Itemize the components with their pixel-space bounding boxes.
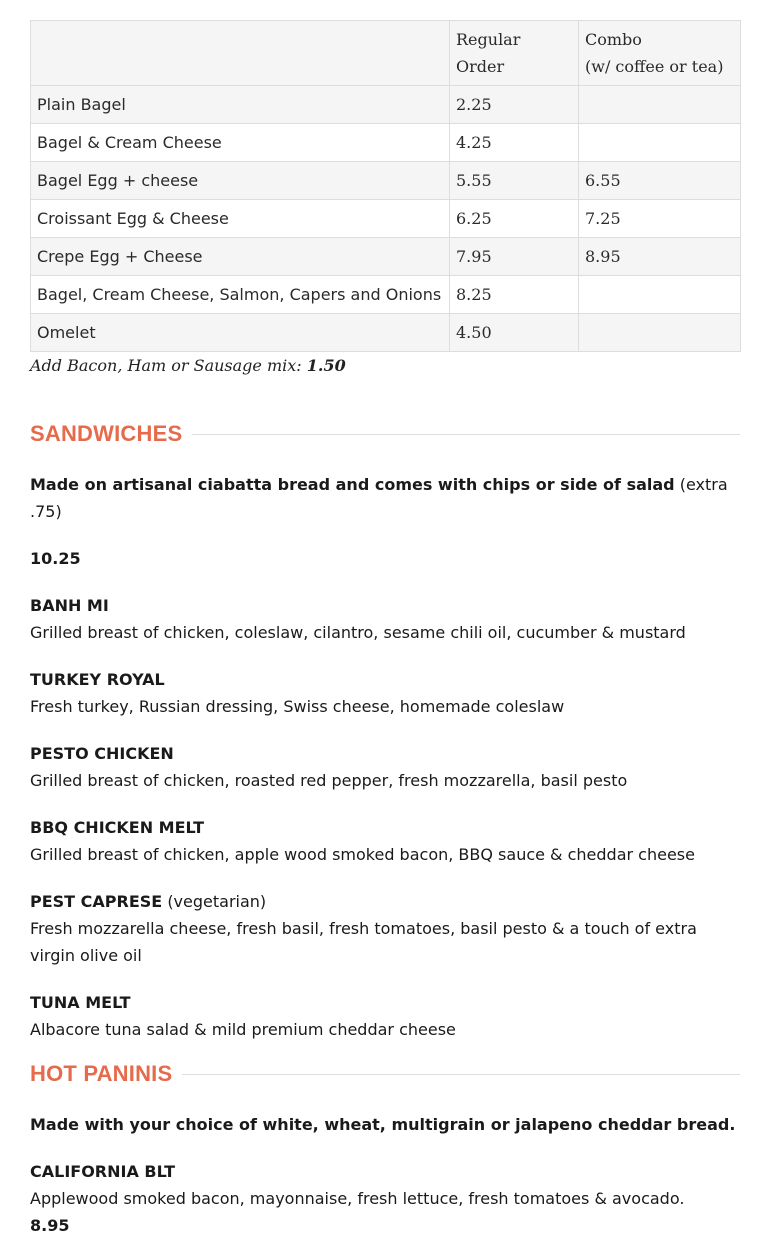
- header-regular-order: Regular Order: [450, 21, 579, 86]
- sandwiches-intro: [30, 471, 740, 525]
- item-description: Grilled breast of chicken, roasted red pepper, fresh mozzarella, basil pesto: [30, 771, 628, 790]
- addon-label: Add Bacon, Ham or Sausage mix:: [30, 356, 302, 375]
- item-name: CALIFORNIA BLT: [30, 1162, 176, 1181]
- combo-price: [579, 314, 741, 352]
- menu-item: [30, 888, 740, 969]
- item-name: PESTO CHICKEN: [30, 744, 174, 763]
- item-name: BANH MI: [30, 596, 109, 615]
- regular-price: 4.50: [450, 314, 579, 352]
- item-description: Applewood smoked bacon, mayonnaise, fresh lettuce, fresh tomatoes & avocado.: [30, 1189, 685, 1208]
- table-row: [31, 124, 741, 162]
- item-name: Plain Bagel: [31, 86, 450, 124]
- regular-price: 6.25: [450, 200, 579, 238]
- combo-price: [579, 86, 741, 124]
- item-name: Croissant Egg & Cheese: [31, 200, 450, 238]
- menu-item: [30, 814, 740, 868]
- item-name: TUNA MELT: [30, 993, 131, 1012]
- item-description: Grilled breast of chicken, apple wood smoked bacon, BBQ sauce & cheddar cheese: [30, 845, 695, 864]
- sandwiches-price: 10.25: [30, 549, 81, 568]
- combo-price: 7.25: [579, 200, 741, 238]
- intro-bold: Made with your choice of white, wheat, multigrain or jalapeno cheddar bread.: [30, 1115, 736, 1134]
- item-description: Fresh mozzarella cheese, fresh basil, fresh tomatoes, basil pesto & a touch of extra virgin olive oil: [30, 919, 697, 965]
- intro-bold: Made on artisanal ciabatta bread and comes with chips or side of salad: [30, 475, 675, 494]
- table-header-row: [31, 21, 741, 86]
- combo-price: [579, 276, 741, 314]
- addon-note: [30, 356, 740, 375]
- regular-price: 8.25: [450, 276, 579, 314]
- menu-page: [30, 20, 740, 1239]
- menu-item: [30, 592, 740, 646]
- hot-paninis-heading: [30, 1057, 740, 1091]
- section-divider: [192, 434, 740, 435]
- header-item: [31, 21, 450, 86]
- item-description: Fresh turkey, Russian dressing, Swiss cheese, homemade coleslaw: [30, 697, 565, 716]
- table-row: [31, 314, 741, 352]
- item-name: Bagel, Cream Cheese, Salmon, Capers and Onions: [31, 276, 450, 314]
- combo-price: 8.95: [579, 238, 741, 276]
- item-name: TURKEY ROYAL: [30, 670, 165, 689]
- menu-item: [30, 989, 740, 1043]
- table-row: [31, 238, 741, 276]
- menu-item: [30, 1158, 740, 1239]
- regular-price: 7.95: [450, 238, 579, 276]
- menu-item: [30, 740, 740, 794]
- item-name: Bagel Egg + cheese: [31, 162, 450, 200]
- table-row: [31, 200, 741, 238]
- paninis-intro: [30, 1111, 740, 1138]
- item-description: Grilled breast of chicken, coleslaw, cilantro, sesame chili oil, cucumber & mustard: [30, 623, 686, 642]
- item-note: (vegetarian): [167, 892, 267, 911]
- item-name: Omelet: [31, 314, 450, 352]
- section-divider: [182, 1074, 740, 1075]
- sandwiches-heading: [30, 417, 740, 451]
- addon-price: 1.50: [306, 356, 346, 375]
- regular-price: 5.55: [450, 162, 579, 200]
- table-row: [31, 276, 741, 314]
- table-row: [31, 162, 741, 200]
- item-name: PEST CAPRESE: [30, 892, 163, 911]
- regular-price: 2.25: [450, 86, 579, 124]
- breakfast-price-table: [30, 20, 741, 352]
- table-row: [31, 86, 741, 124]
- item-name: BBQ CHICKEN MELT: [30, 818, 204, 837]
- combo-price: [579, 124, 741, 162]
- regular-price: 4.25: [450, 124, 579, 162]
- item-name: Bagel & Cream Cheese: [31, 124, 450, 162]
- header-combo: Combo (w/ coffee or tea): [579, 21, 741, 86]
- section-title: HOT PANINIS: [30, 1061, 173, 1086]
- item-price: 8.95: [30, 1216, 70, 1235]
- item-name: Crepe Egg + Cheese: [31, 238, 450, 276]
- intro-extra: (extra .75): [30, 475, 728, 521]
- combo-price: 6.55: [579, 162, 741, 200]
- item-description: Albacore tuna salad & mild premium cheddar cheese: [30, 1020, 456, 1039]
- menu-item: [30, 666, 740, 720]
- section-title: SANDWICHES: [30, 421, 183, 446]
